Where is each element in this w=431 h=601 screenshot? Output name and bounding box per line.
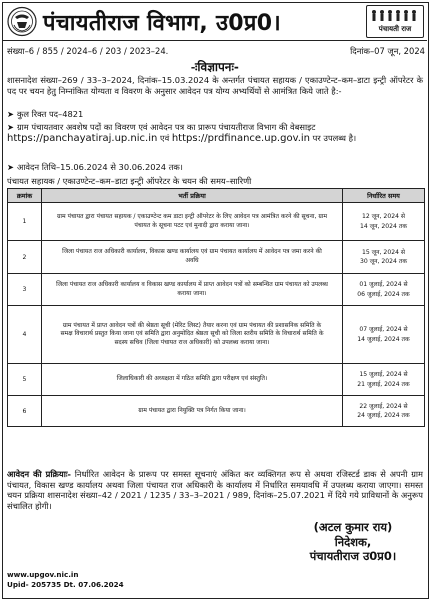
application-process-paragraph [7,469,423,511]
row-serial: 1 [8,203,42,241]
time-to: 14 जून, 2024 तक [359,222,408,230]
website-availability: पर उपलब्ध है। [310,132,357,143]
up-government-emblem-icon [7,6,37,37]
header-serial: क्रमांक [8,189,42,203]
time-from: 07 जुलाई, 2024 से [359,326,408,333]
time-to: 24 जुलाई, 2024 तक [357,412,410,419]
table-row [8,241,425,274]
department-title: पंचायतीराज विभाग, उ0प्र0। [43,11,281,36]
row-time [343,241,425,274]
time-from: 12 जून, 2024 से [361,213,406,220]
time-to: 21 जुलाई, 2024 तक [357,380,410,388]
row-process: ग्राम पंचायत में प्राप्त आवेदन पत्रों की श्रेष्ठता सूची (मेरिट लिस्ट) तैयार करना एवं ग्राम पंचायत की प्रशासनिक समिति के समक्ष विचारार्थ प्रस्तुत किया जाना एवं समिति द्वारा अनुमोदित श्रेष्ठता सूची को जिला स्तरीय समिति के विचारार्थ समिति के सदस्य सचिव (जिला पंचायत राज अधिकारी) को उपलब्ध कराया जाना। [42,306,343,364]
schedule-table [7,188,425,427]
notice-page [2,2,429,599]
row-serial: 6 [8,396,42,427]
bullet-arrow-icon: ➤ [7,109,14,119]
schedule-heading: पंचायत सहायक / एकाउण्टेन्ट–कम–डाटा इन्ट्री ऑपरेटर के चयन की समय–सारिणी [7,176,252,186]
row-process: ग्राम पंचायत द्वारा नियुक्ति पत्र निर्गत किया जाना। [42,396,343,427]
row-serial: 3 [8,274,42,306]
table-row [8,203,425,241]
website-link-panchayatiraj[interactable]: https://panchayatiraj.up.nic.in [7,132,158,144]
table-header-row [8,189,425,203]
website-text: ग्राम पंचायतवार अवशेष पदों का विवरण एवं आवेदन पत्र का प्रारूप पंचायतीराज विभाग की वेबसाइट [16,122,316,132]
logo-caption: पंचायती राज [378,25,412,33]
panchayati-raj-logo-icon [366,5,424,38]
table-row [8,306,425,364]
row-time [343,203,425,241]
row-time [343,274,425,306]
website-conjunction: एवं [157,132,172,143]
time-from: 15 जुलाई, 2024 से [359,371,408,378]
bullet-arrow-icon: ➤ [7,162,14,172]
intro-paragraph: शासनादेश संख्या–269 / 33–3–2024, दिनांक–15.03.2024 के अन्तर्गत पंचायत सहायक / एकाउण्टेन्ट–कम–डाटा इन्ट्री ऑपरेटर के पद पर चयन हेतु निम्नांकित योग्यता व विवरण के अनुसार आवेदन पत्र योग्य अभ्यर्थियों से आमंत्रित किये जाते है:- [7,75,423,96]
bullet-arrow-icon: ➤ [7,122,14,132]
website-link-prdfinance[interactable]: https://prdfinance.up.gov.in [171,132,311,144]
application-date-bullet [7,162,423,173]
row-serial: 2 [8,241,42,274]
reference-line [7,46,425,57]
time-from: 15 जून, 2024 से [361,248,406,256]
vacancy-bullet [7,109,423,120]
row-process: जिलाधिकारी की अध्यक्षता में गठित समिति द्वारा परीक्षण एवं संस्तुति। [42,364,343,396]
header-process: भर्ती प्रक्रिया [42,189,343,203]
footer [7,570,124,589]
reference-number: संख्या–6 / 855 / 2024–6 / 203 / 2023–24. [7,46,169,56]
time-from: 01 जुलाई, 2024 से [359,281,408,288]
application-date-text: आवेदन तिथि–15.06.2024 से 30.06.2024 तक। [16,162,183,172]
vacancy-text: कुल रिक्त पद–4821 [16,109,84,119]
application-process-text: निर्धारित आवेदन के प्रारूप पर समस्त सूचनाएं अंकित कर व्यक्तिगत रूप से अथवा रजिस्टर्ड डाक से अपनी ग्राम पंचायत, विकास खण्ड कार्यालय अथवा जिला पंचायत राज अधिकारी के कार्यालय में निर्धारित समयावधि में उपलब्ध कराया जाएगा। समस्त चयन प्रक्रिया शासनादेश संख्या–42 / 2021 / 1235 / 33–3–2021 / 989, दिनांक–25.07.2021 में दिये गये प्राविधानों के अनुरूप संचालित होगी। [7,469,423,511]
row-time [343,364,425,396]
footer-website[interactable]: www.upgov.nic.in [7,570,79,579]
table-row [8,396,425,427]
people-figures-icon [370,9,420,22]
signatory-department: पंचायतीराज उ0प्र0। [309,549,397,563]
row-serial: 4 [8,306,42,364]
table-row [8,364,425,396]
row-process: ग्राम पंचायत द्वारा पंचायत सहायक / एकाउण्टेन्ट कम डाटा इन्ट्री ऑपरेटर के लिए आवेदन पत्र आमंत्रित करने की सूचना, ग्राम पंचायत के सूचना पटट एवं मुनादी द्वारा कराया जाना। [42,203,343,241]
signature-block [279,520,427,564]
row-time [343,306,425,364]
signatory-name: (अटल कुमार राय) [313,520,393,534]
time-to: 30 जून, 2024 तक [359,258,408,265]
row-process: जिला पंचायत राज अधिकारी कार्यालय व विकास खण्ड कार्यालय में प्राप्त आवेदन पत्रों को सम्बन्धित ग्राम पंचायत को उपलब्ध कराया जाना। [42,274,343,306]
logo-figures [367,9,423,22]
table-row [8,274,425,306]
time-to: 06 जुलाई, 2024 तक [357,290,410,298]
time-from: 22 जुलाई, 2024 से [359,402,408,410]
time-to: 14 जुलाई, 2024 तक [357,335,410,343]
reference-date: दिनांक–07 जून, 2024 [350,46,425,56]
row-process: जिला पंचायत राज अधिकारी कार्यालय, विकास खण्ड कार्यालय एवं ग्राम पंचायत कार्यालय में आवेदन पत्र जमा करने की अवधि [42,241,343,274]
row-serial: 5 [8,364,42,396]
website-bullet [7,122,423,144]
notice-title: -ःविज्ञापनः- [191,60,239,74]
row-time [343,396,425,427]
footer-upid: Upid- 205735 Dt. 07.06.2024 [7,579,124,589]
header-time: निर्धारित समय [343,189,425,203]
notice-header [3,3,427,41]
application-process-label: आवेदन की प्रक्रियाः- [7,469,71,479]
signatory-designation: निदेशक, [334,534,372,549]
